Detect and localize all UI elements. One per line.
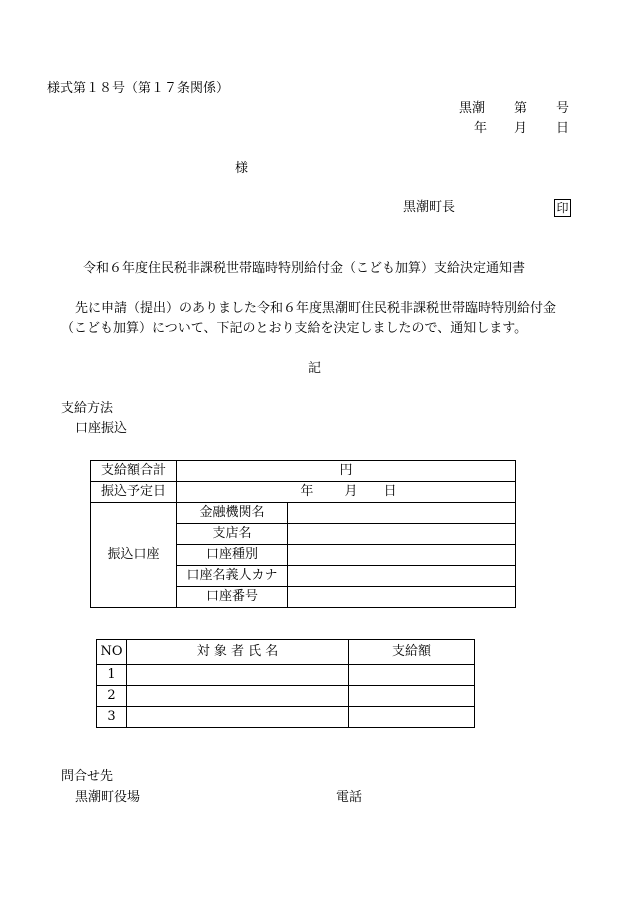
table-row	[97, 640, 475, 665]
account-field-branch: 支店名	[177, 524, 288, 545]
transfer-date-cell	[177, 482, 516, 503]
contact-heading: 問合せ先	[61, 769, 114, 784]
row-number: 1	[97, 665, 127, 686]
recipient-name-cell	[127, 707, 349, 728]
ki-heading: 記	[308, 361, 322, 376]
account-value-type	[288, 545, 516, 566]
row-number: 2	[97, 686, 127, 707]
form-number: 様式第１８号（第１７条関係）	[47, 81, 230, 96]
payment-amount-cell	[349, 665, 475, 686]
recipients-table	[96, 639, 475, 728]
contact-phone-label: 電話	[336, 790, 363, 805]
table-row	[97, 686, 475, 707]
total-unit: 円	[339, 463, 353, 478]
seal-mark: 印	[554, 199, 571, 217]
doc-number-prefix: 黒潮	[459, 101, 486, 116]
transfer-date-day: 日	[383, 484, 397, 499]
recipient-name-cell	[127, 665, 349, 686]
payment-table	[90, 460, 516, 608]
header-payment-amount: 支給額	[349, 640, 475, 665]
date-month: 月	[514, 121, 528, 136]
date-day: 日	[556, 121, 570, 136]
header-no: NO	[97, 640, 127, 665]
table-row	[97, 707, 475, 728]
contact-office: 黒潮町役場	[75, 790, 141, 805]
table-row	[91, 461, 516, 482]
table-row	[97, 665, 475, 686]
payment-amount-cell	[349, 707, 475, 728]
account-value-branch	[288, 524, 516, 545]
table-row	[91, 503, 516, 524]
account-label: 振込口座	[91, 503, 177, 608]
account-field-number: 口座番号	[177, 587, 288, 608]
transfer-date-month: 月	[344, 484, 358, 499]
date-year: 年	[474, 121, 488, 136]
body-line-1: 先に申請（提出）のありました令和６年度黒潮町住民税非課税世帯臨時特別給付金	[75, 301, 557, 316]
account-value-bank	[288, 503, 516, 524]
account-field-bank: 金融機関名	[177, 503, 288, 524]
account-value-number	[288, 587, 516, 608]
table-row	[91, 482, 516, 503]
recipient-name-cell	[127, 686, 349, 707]
row-number: 3	[97, 707, 127, 728]
header-recipient-name: 対 象 者 氏 名	[127, 640, 349, 665]
transfer-date-year: 年	[300, 484, 314, 499]
payment-method-heading: 支給方法	[61, 401, 114, 416]
doc-number-go: 号	[556, 101, 570, 116]
doc-number-dai: 第	[514, 101, 528, 116]
account-value-holder-kana	[288, 566, 516, 587]
account-field-type: 口座種別	[177, 545, 288, 566]
payment-amount-cell	[349, 686, 475, 707]
body-line-2: （こども加算）について、下記のとおり支給を決定しましたので、通知します。	[61, 321, 528, 336]
transfer-date-label: 振込予定日	[91, 482, 177, 503]
document-title: 令和６年度住民税非課税世帯臨時特別給付金（こども加算）支給決定通知書	[83, 261, 526, 276]
issuer-name: 黒潮町長	[403, 200, 456, 215]
total-amount-cell	[177, 461, 516, 482]
addressee-suffix: 様	[235, 161, 249, 176]
account-field-holder-kana: 口座名義人カナ	[177, 566, 288, 587]
total-label: 支給額合計	[91, 461, 177, 482]
payment-method-value: 口座振込	[75, 421, 128, 436]
